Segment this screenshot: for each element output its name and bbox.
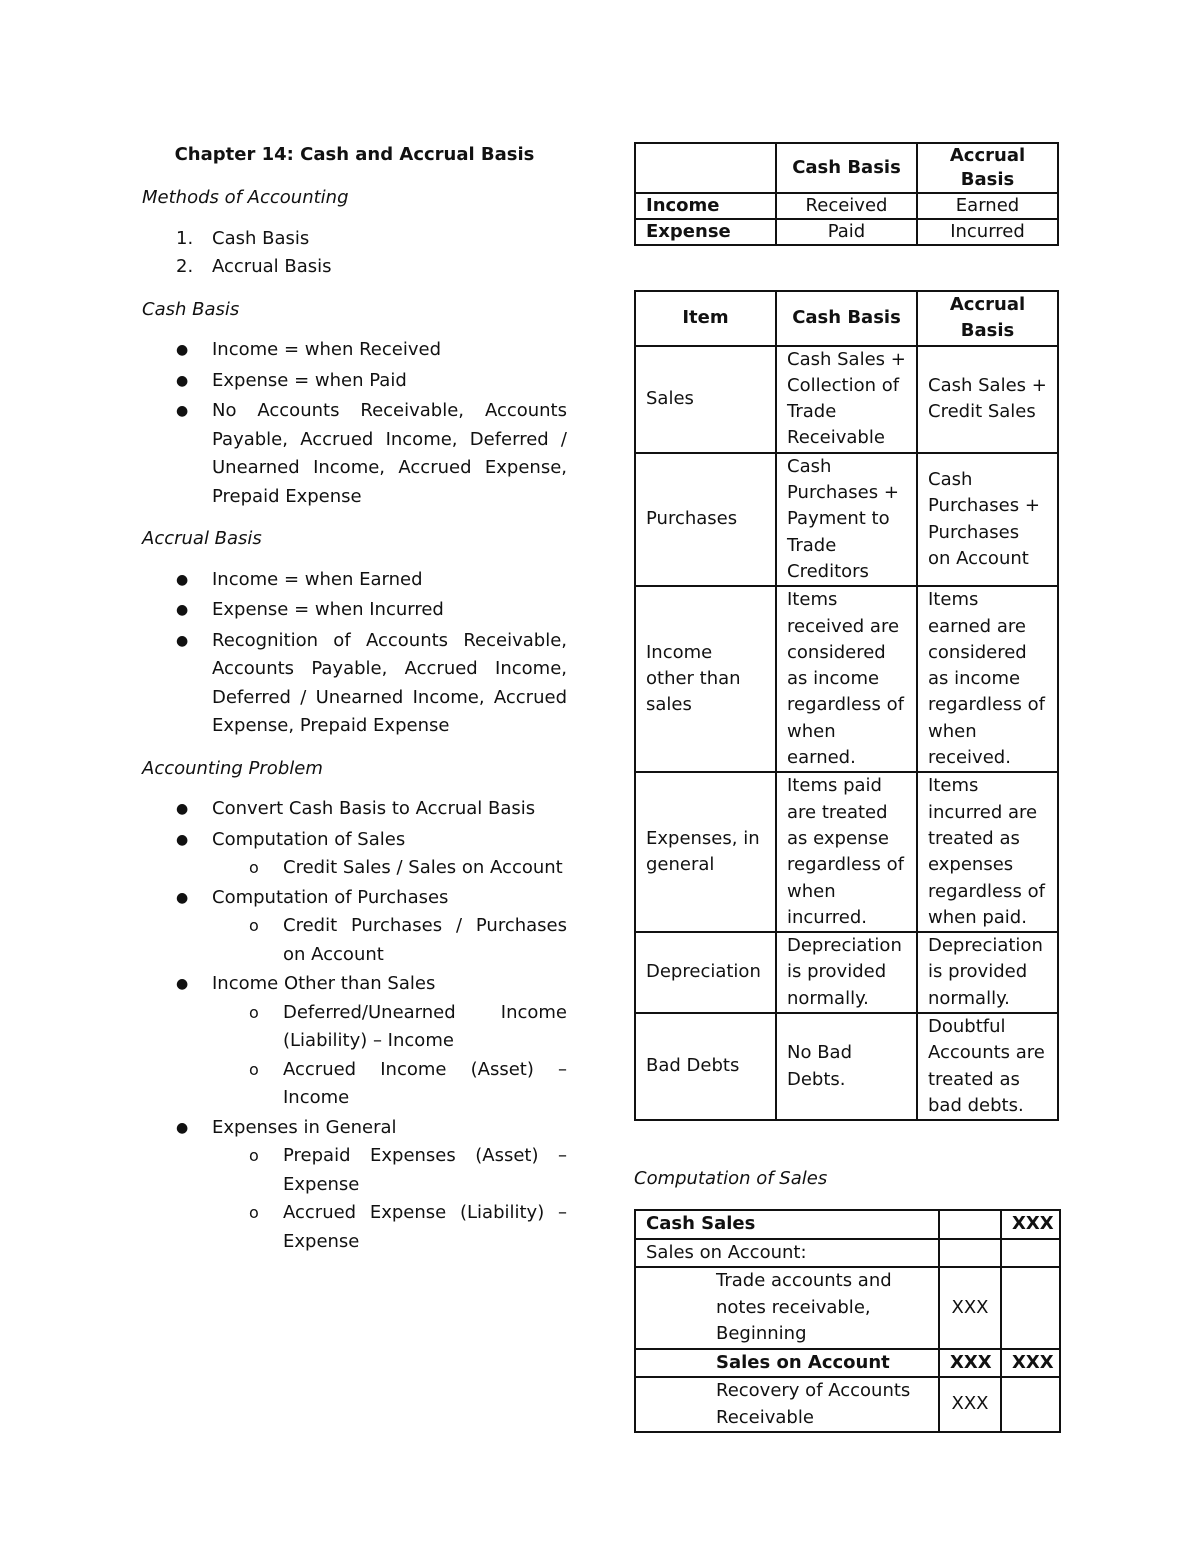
circle-bullet-icon: o <box>249 858 259 877</box>
row-label: Sales on Account <box>635 1349 939 1378</box>
bullet-icon: ● <box>176 403 189 419</box>
bullet-icon: ● <box>176 602 189 618</box>
accounting-problem-list <box>142 795 567 1256</box>
row-label: Expense <box>635 219 776 245</box>
row-label: Recovery of Accounts Receivable <box>635 1377 939 1432</box>
left-column <box>142 140 567 1256</box>
sub-list-item: o Credit Sales / Sales on Account <box>212 854 567 883</box>
row-label: Depreciation <box>635 932 776 1013</box>
bullet-icon: ● <box>176 571 189 588</box>
list-item: 2. Accrual Basis <box>176 256 332 277</box>
table-row <box>635 1349 1060 1378</box>
table-row <box>635 1210 1060 1239</box>
table-cell: Cash Purchases + Purchases on Account <box>917 453 1058 586</box>
table-cell: Items earned are considered as income regardless of when received. <box>917 586 1058 772</box>
sub-list-item: o Accrued Income (Asset) – Income <box>212 1056 567 1113</box>
methods-heading: Methods of Accounting <box>142 187 349 208</box>
table-row <box>635 346 1058 453</box>
table-header-cell: Cash Basis <box>776 143 917 193</box>
table-cell: Cash Sales + Credit Sales <box>917 346 1058 453</box>
table-cell <box>939 1210 1001 1239</box>
bullet-icon: ● <box>176 889 189 906</box>
basis-summary-table <box>634 142 1059 246</box>
table-cell: No Bad Debts. <box>776 1013 917 1120</box>
circle-bullet-icon: o <box>249 1203 259 1222</box>
circle-bullet-icon: o <box>249 1002 259 1022</box>
table-header-cell: Item <box>635 291 776 346</box>
table-row <box>635 219 1058 245</box>
table-cell: Paid <box>776 219 917 245</box>
bullet-icon: ● <box>176 801 189 817</box>
list-item: ● Income = when Earned <box>142 566 567 595</box>
accrual-basis-list <box>142 566 567 741</box>
sub-list-item: o Prepaid Expenses (Asset) – Expense <box>212 1142 567 1199</box>
table-cell: XXX <box>939 1377 1001 1432</box>
cash-basis-heading: Cash Basis <box>142 298 240 320</box>
sub-list-item: o Accrued Expense (Liability) – Expense <box>212 1199 567 1256</box>
bullet-icon: ● <box>176 632 189 649</box>
table-cell: Depreciation is provided normally. <box>776 932 917 1013</box>
bullet-icon: ● <box>176 831 189 848</box>
table-cell: Earned <box>917 193 1058 219</box>
table-header-cell: Accrual Basis <box>917 291 1058 346</box>
row-label: Sales on Account: <box>635 1239 939 1268</box>
cash-basis-list <box>142 336 567 511</box>
table-cell <box>1001 1377 1060 1432</box>
table-cell: Cash Purchases + Payment to Trade Creditors <box>776 453 917 586</box>
right-column <box>634 142 1059 1433</box>
item-comparison-table <box>634 290 1059 1121</box>
row-label: Bad Debts <box>635 1013 776 1120</box>
table-row <box>635 1377 1060 1432</box>
table-header-cell: Cash Basis <box>776 291 917 346</box>
table-cell: Items received are considered as income regardless of when earned. <box>776 586 917 772</box>
table-cell <box>1001 1267 1060 1349</box>
computation-of-sales-table <box>634 1209 1061 1433</box>
row-label: Purchases <box>635 453 776 586</box>
table-cell <box>939 1239 1001 1268</box>
table-row <box>635 1013 1058 1120</box>
table-cell: Depreciation is provided normally. <box>917 932 1058 1013</box>
bullet-icon: ● <box>176 976 189 992</box>
table-cell: XXX <box>1001 1210 1060 1239</box>
sub-list-item: o Deferred/Unearned Income (Liability) – Income <box>212 999 567 1056</box>
table-cell: XXX <box>1001 1349 1060 1378</box>
list-item: 1. Cash Basis <box>176 227 310 249</box>
list-item: ● Computation of Sales <box>142 826 567 855</box>
chapter-title: Chapter 14: Cash and Accrual Basis <box>174 144 535 165</box>
list-item: ● Expense = when Incurred <box>142 596 567 625</box>
list-item: ● Expense = when Paid <box>142 367 567 396</box>
table-row <box>635 586 1058 772</box>
table-header-cell <box>635 143 776 193</box>
computation-heading: Computation of Sales <box>634 1168 828 1190</box>
circle-bullet-icon: o <box>249 1146 259 1165</box>
table-cell: XXX <box>939 1349 1001 1378</box>
table-row <box>635 1267 1060 1349</box>
sub-list-item: o Credit Purchases / Purchases on Account <box>212 912 567 969</box>
accounting-problem-heading: Accounting Problem <box>142 757 323 779</box>
list-item: ● No Accounts Receivable, Accounts Payable, Accrued Income, Deferred / Unearned Income, Accrued Expense, Prepaid Expense <box>142 397 567 511</box>
row-label: Trade accounts and notes receivable, Beginning <box>635 1267 939 1349</box>
table-cell: Doubtful Accounts are treated as bad debts. <box>917 1013 1058 1120</box>
table-cell: Received <box>776 193 917 219</box>
table-cell: Items paid are treated as expense regardless of when incurred. <box>776 772 917 932</box>
table-cell: XXX <box>939 1267 1001 1349</box>
circle-bullet-icon: o <box>249 916 259 935</box>
bullet-icon: ● <box>176 372 189 389</box>
table-row <box>635 932 1058 1013</box>
table-cell <box>1001 1239 1060 1268</box>
table-row <box>635 453 1058 586</box>
list-item: ● Income = when Received <box>142 336 567 365</box>
table-header-row <box>635 291 1058 346</box>
table-row <box>635 193 1058 219</box>
table-header-cell: Accrual Basis <box>917 143 1058 193</box>
table-cell: Cash Sales + Collection of Trade Receivable <box>776 346 917 453</box>
table-header-row <box>635 143 1058 193</box>
accrual-basis-heading: Accrual Basis <box>142 528 262 549</box>
bullet-icon: ● <box>176 1119 189 1136</box>
list-item: ● Income Other than Sales <box>142 970 567 999</box>
list-item: ● Expenses in General <box>142 1114 567 1143</box>
row-label: Income other than sales <box>635 586 776 772</box>
row-label: Income <box>635 193 776 219</box>
table-row <box>635 1239 1060 1268</box>
list-item: ● Recognition of Accounts Receivable, Accounts Payable, Accrued Income, Deferred / Unearned Income, Accrued Expense, Prepaid Expense <box>142 627 567 741</box>
table-cell: Incurred <box>917 219 1058 245</box>
table-cell: Items incurred are treated as expenses regardless of when paid. <box>917 772 1058 932</box>
list-item: ● Convert Cash Basis to Accrual Basis <box>142 795 567 824</box>
methods-list <box>142 225 567 282</box>
bullet-icon: ● <box>176 342 189 358</box>
row-label: Sales <box>635 346 776 453</box>
circle-bullet-icon: o <box>249 1059 259 1079</box>
list-item: ● Computation of Purchases <box>142 884 567 913</box>
row-label: Expenses, in general <box>635 772 776 932</box>
row-label: Cash Sales <box>635 1210 939 1239</box>
table-row <box>635 772 1058 932</box>
